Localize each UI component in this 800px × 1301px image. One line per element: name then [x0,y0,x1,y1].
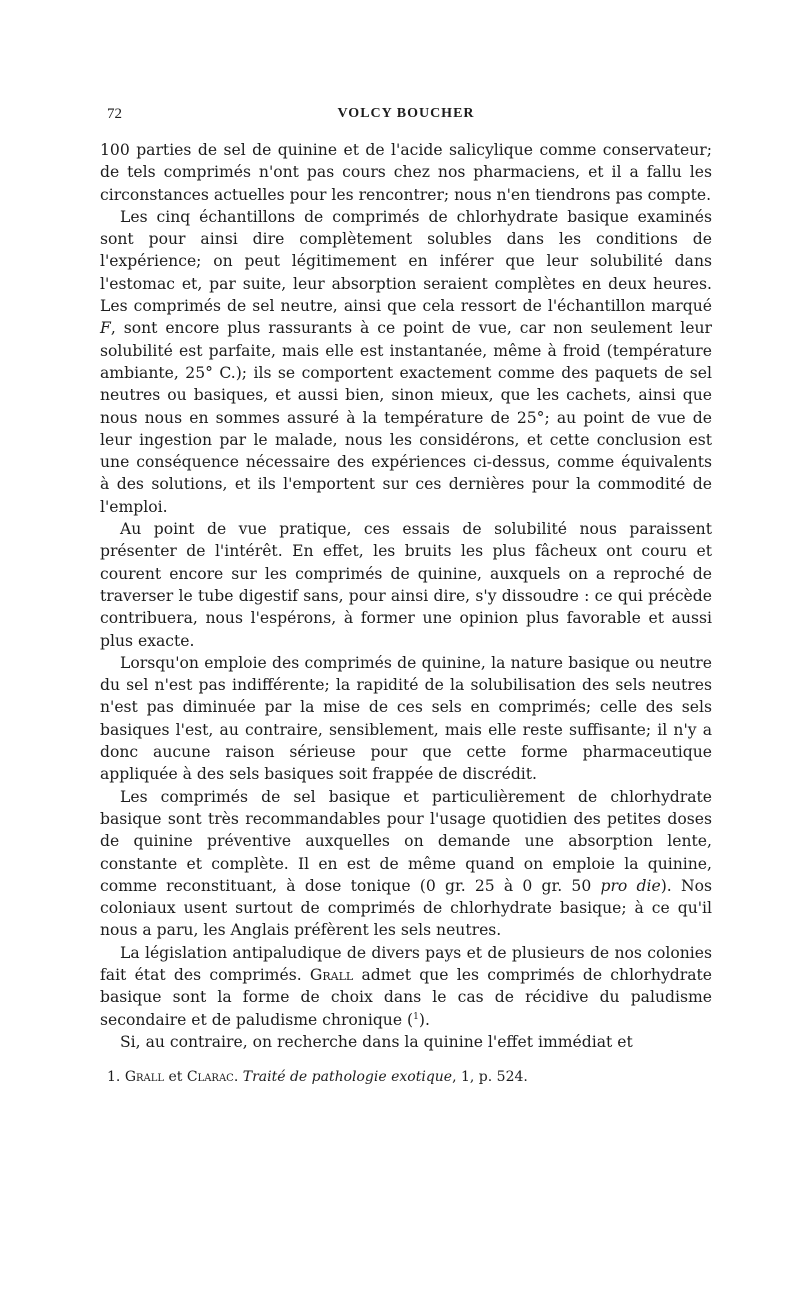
page-number: 72 [107,106,122,122]
book-page [100,102,712,1087]
footnote-author: Clarac. [186,1069,239,1086]
footnote-ref[interactable]: 1 [413,1011,419,1022]
footnote [100,1067,712,1087]
paragraph-text: La législation antipaludique de divers pays et de plusieurs de nos colonies fait état des comprimés. [100,943,712,984]
paragraph [100,786,712,942]
sample-mark: F [100,319,111,338]
paragraph: Lorsqu'on emploie des comprimés de quinine, la nature basique ou neutre du sel n'est pas indifférente; la rapidité de la solubilisation des sels neutres n'est pas diminuée par la mise de ces sels en comprimés; celle des sels basiques l'est, au contraire, sensiblement, mais elle reste suffisante; il n'y a donc aucune raison sérieuse pour que cette forme pharmaceutique appliquée à des sels basiques soit frappée de discrédit. [100,653,712,784]
paragraph-text: Les comprimés de sel basique et particulièrement de chlorhydrate basique sont très recommandables pour l'usage quotidien des petites doses de quinine préventive auxquelles on demande une absorption lente, constante et complète. Il en est de même quand on emploie la quinine, comme reconstituant, à dose tonique (0 gr. 25 à 0 gr. 50 [100,787,712,895]
paragraph-text: ). [418,1010,430,1029]
footnote-marker: 1. [107,1069,121,1086]
paragraph: 100 parties de sel de quinine et de l'acide salicylique comme conservateur; de tels comprimés n'ont pas cours chez nos pharmaciens, et il a fallu les circonstances actuelles pour les rencontrer; nous n'en tiendrons pas compte. [100,141,712,204]
footnote-author: Grall [124,1069,165,1086]
body-text [100,139,712,1053]
paragraph: Si, au contraire, on recherche dans la quinine l'effet immédiat et [120,1032,633,1051]
footnote-title: Traité de pathologie exotique [242,1069,453,1086]
author-name: Grall [309,965,354,984]
footnote-conj: et [164,1069,187,1086]
paragraph: Au point de vue pratique, ces essais de solubilité nous paraissent présenter de l'intérêt. En effet, les bruits les plus fâcheux ont couru et courent encore sur les comprimés de quinine, auxquels on a reproché de traverser le tube digestif sans, pour ainsi dire, s'y dissoudre : ce qui précède contribuera, nous l'espérons, à former une opinion plus favorable et aussi plus exacte. [100,520,712,650]
latin-term: pro die [600,876,661,895]
paragraph-text: Les cinq échantillons de comprimés de chlorhydrate basique examinés sont pour ainsi dire complètement solubles dans les conditions de l'expérience; on peut légitimement en inférer que leur solubilité dans l'estomac et, par suite, leur absorption seraient complètes en deux heures. Les comprimés de sel neutre, ainsi que cela ressort de l'échantillon marqué [100,207,712,316]
paragraph-text: admet que les comprimés de chlorhydrate basique sont la forme de choix dans le cas de récidive du paludisme secondaire et de paludisme chronique ( [100,965,712,1029]
paragraph [100,206,712,518]
running-title: VOLCY BOUCHER [337,106,475,121]
paragraph-text: , sont encore plus rassurants à ce point de vue, car non seulement leur solubilité est parfaite, mais elle est instantanée, même à froid (température ambiante, 25° C.); ils se comportent exactement comme des paquets de sel neutres ou basiques, et aussi bien, sinon mieux, que les cachets, ainsi que nous nous en sommes assuré à la température de 25°; au point de vue de leur ingestion par le malade, nous les considérons, et cette conclusion est une conséquence nécessaire des expériences ci-dessus, comme équivalents à des solutions, et ils l'emportent sur ces dernières pour la commodité de l'emploi. [100,319,712,516]
running-head [100,102,712,126]
paragraph-text: ). Nos coloniaux usent surtout de comprimés de chlorhydrate basique; à ce qu'il nous a paru, les Anglais préfèrent les sels neutres. [100,876,713,940]
footnote-ref-text: , 1, p. 524. [452,1069,528,1086]
paragraph [100,942,712,1031]
